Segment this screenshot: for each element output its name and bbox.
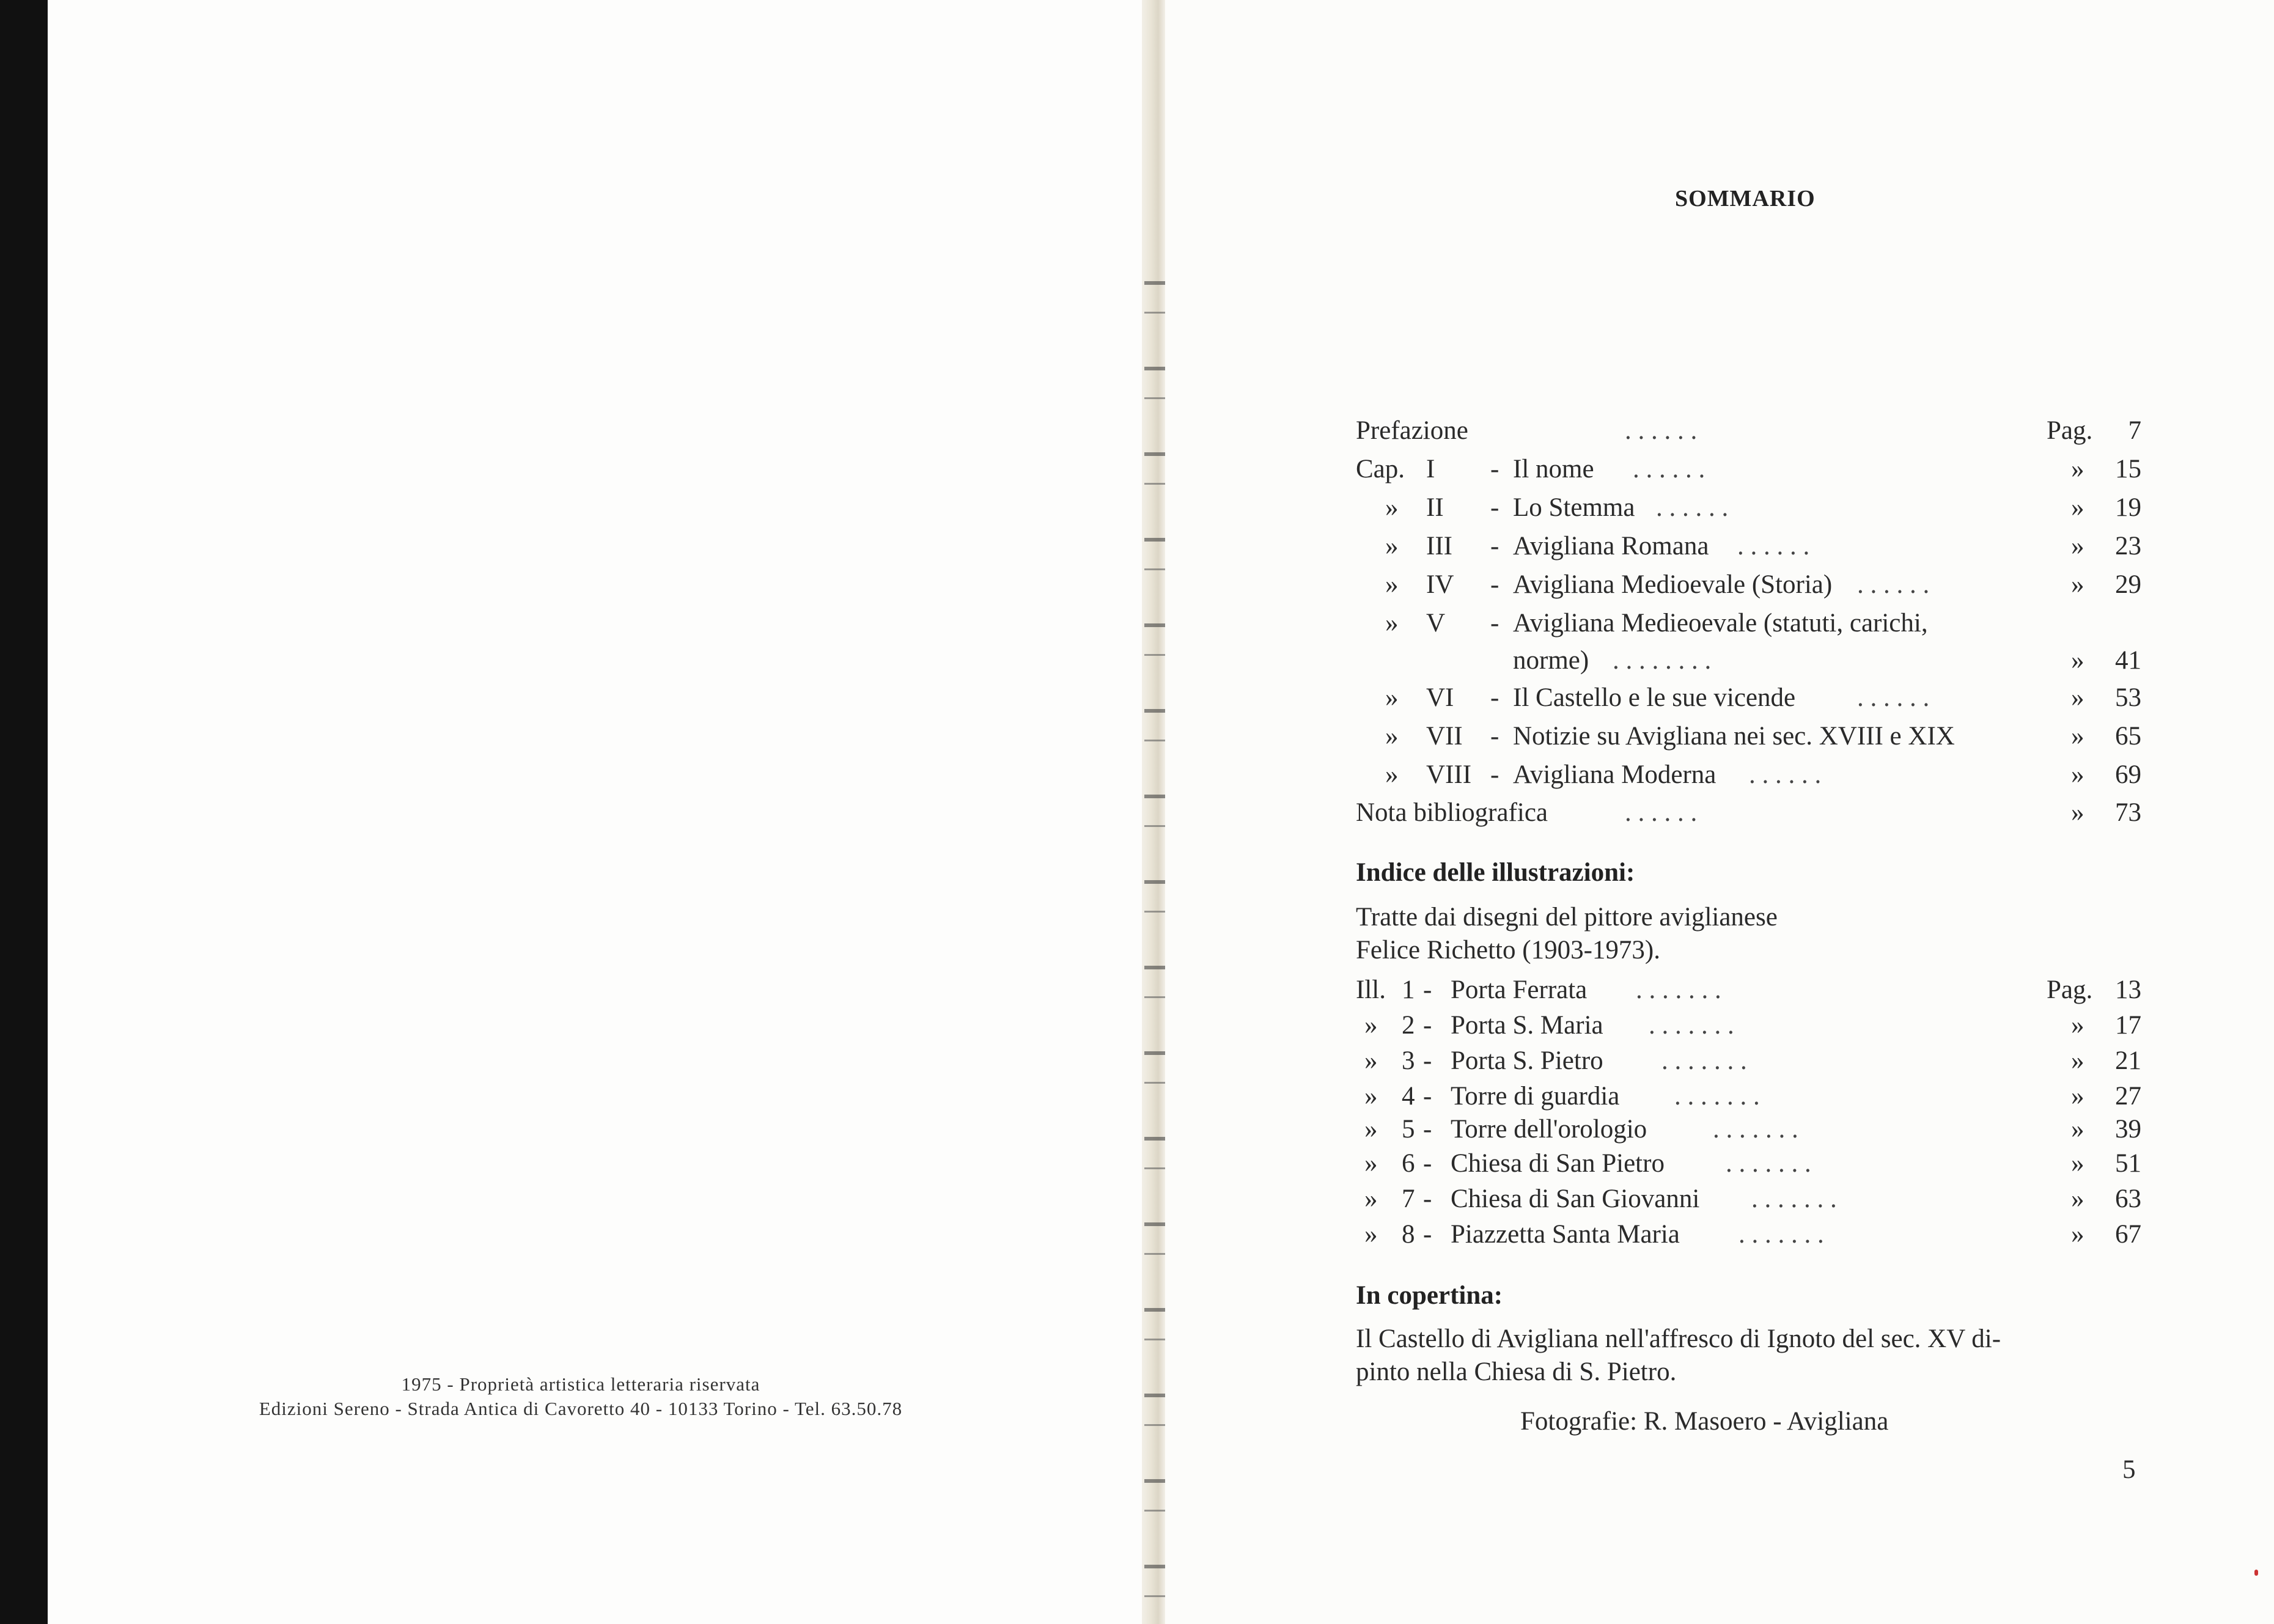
- toc-chapter-number: III: [1426, 532, 1452, 560]
- toc-dash: -: [1490, 532, 1499, 560]
- toc-leader-dots: . . . . . .: [1749, 760, 1822, 789]
- toc-entry: [1356, 451, 2144, 488]
- illustration-leader-dots: . . . . . . .: [1739, 1220, 1824, 1249]
- photo-credit: Fotografie: R. Masoero - Avigliana: [1520, 1407, 1889, 1436]
- toc-leader-dots: . . . . . .: [1625, 416, 1698, 445]
- illustration-page-number: 39: [2115, 1115, 2141, 1144]
- illustration-title: Torre di guardia: [1451, 1082, 1620, 1111]
- illustration-entry: [1356, 1145, 2144, 1182]
- toc-entry: [1356, 528, 2144, 565]
- toc-chapter-number: I: [1426, 455, 1435, 483]
- illustration-prefix: »: [1364, 1220, 1378, 1249]
- toc-page-number: 69: [2115, 760, 2141, 789]
- illustration-dash: -: [1423, 1011, 1432, 1040]
- illustration-number: 7: [1402, 1185, 1415, 1213]
- illustration-title: Piazzetta Santa Maria: [1451, 1220, 1680, 1249]
- toc-page-number: 29: [2115, 570, 2141, 599]
- toc-chapter-title: Avigliana Moderna: [1513, 760, 1717, 789]
- toc-entry: [1356, 757, 2144, 793]
- book-binding-edge: [0, 0, 48, 1624]
- illustration-number: 3: [1402, 1046, 1415, 1075]
- illustration-leader-dots: . . . . . . .: [1649, 1011, 1734, 1040]
- toc-entry-label: Nota bibliografica: [1356, 798, 1548, 827]
- toc-prefix: »: [1385, 570, 1399, 599]
- illustration-page-number: 13: [2115, 976, 2141, 1004]
- toc-separator: Pag.: [2047, 416, 2093, 445]
- imprint-line-1: 1975 - Proprietà artistica letteraria riservata: [401, 1373, 760, 1395]
- toc-separator: »: [2071, 722, 2084, 751]
- toc-entry: [1356, 680, 2144, 716]
- toc-page-number: 41: [2115, 646, 2141, 675]
- illustration-separator: »: [2071, 1046, 2084, 1075]
- illustrations-heading: Indice delle illustrazioni:: [1356, 858, 1635, 887]
- illustration-dash: -: [1423, 1082, 1432, 1111]
- ink-mark: [2254, 1570, 2258, 1576]
- toc-chapter-title: Avigliana Medioevale (Storia): [1513, 570, 1833, 599]
- copyright-imprint: [153, 1372, 1009, 1421]
- toc-dash: -: [1490, 609, 1499, 637]
- toc-separator: »: [2071, 683, 2084, 712]
- illustration-separator: »: [2071, 1220, 2084, 1249]
- toc-entry: [1356, 490, 2144, 526]
- toc-leader-dots: . . . . . .: [1857, 683, 1930, 712]
- toc-separator: »: [2071, 760, 2084, 789]
- illustration-dash: -: [1423, 1149, 1432, 1178]
- illustration-title: Porta Ferrata: [1451, 976, 1588, 1004]
- toc-page-number: 65: [2115, 722, 2141, 751]
- toc-dash: -: [1490, 493, 1499, 522]
- illustration-prefix: Ill.: [1356, 976, 1386, 1004]
- toc-separator: »: [2071, 646, 2084, 675]
- illustration-entry: [1356, 1111, 2144, 1148]
- toc-dash: -: [1490, 570, 1499, 599]
- illustration-leader-dots: . . . . . . .: [1726, 1149, 1811, 1178]
- page-number: 5: [2122, 1455, 2136, 1484]
- toc-page-number: 15: [2115, 455, 2141, 483]
- toc-leader-dots: . . . . . .: [1737, 532, 1810, 560]
- toc-chapter-number: VI: [1426, 683, 1454, 712]
- illustration-separator: »: [2071, 1011, 2084, 1040]
- illustration-leader-dots: . . . . . . .: [1713, 1115, 1798, 1144]
- illustrations-intro-line-2: Felice Richetto (1903-1973).: [1356, 936, 1660, 964]
- illustration-page-number: 51: [2115, 1149, 2141, 1178]
- illustration-dash: -: [1423, 1185, 1432, 1213]
- illustration-prefix: »: [1364, 1149, 1378, 1178]
- illustration-separator: »: [2071, 1082, 2084, 1111]
- toc-leader-dots: . . . . . .: [1857, 570, 1930, 599]
- toc-page-number: 23: [2115, 532, 2141, 560]
- illustration-entry: [1356, 1007, 2144, 1044]
- toc-chapter-title: Avigliana Romana: [1513, 532, 1709, 560]
- toc-dash: -: [1490, 722, 1499, 751]
- illustration-entry: [1356, 972, 2144, 1009]
- toc-separator: »: [2071, 532, 2084, 560]
- illustration-prefix: »: [1364, 1011, 1378, 1040]
- toc-entry: [1356, 605, 2144, 642]
- toc-chapter-number: II: [1426, 493, 1444, 522]
- illustration-title: Torre dell'orologio: [1451, 1115, 1647, 1144]
- toc-leader-dots: . . . . . .: [1633, 455, 1706, 483]
- illustration-number: 2: [1402, 1011, 1415, 1040]
- illustration-number: 4: [1402, 1082, 1415, 1111]
- toc-separator: »: [2071, 798, 2084, 827]
- toc-prefix: »: [1385, 683, 1399, 712]
- toc-separator: »: [2071, 455, 2084, 483]
- illustration-number: 1: [1402, 976, 1415, 1004]
- illustration-prefix: »: [1364, 1185, 1378, 1213]
- toc-page-number: 73: [2115, 798, 2141, 827]
- toc-entry: [1356, 718, 2144, 755]
- cover-heading: In copertina:: [1356, 1281, 1503, 1310]
- illustration-separator: »: [2071, 1115, 2084, 1144]
- toc-prefix: »: [1385, 609, 1399, 637]
- imprint-line-2: Edizioni Sereno - Strada Antica di Cavoretto 40 - 10133 Torino - Tel. 63.50.78: [259, 1398, 903, 1419]
- illustration-page-number: 21: [2115, 1046, 2141, 1075]
- illustration-number: 6: [1402, 1149, 1415, 1178]
- toc-chapter-title-continued: norme): [1513, 646, 1589, 675]
- illustration-dash: -: [1423, 1220, 1432, 1249]
- illustration-dash: -: [1423, 1115, 1432, 1144]
- cover-caption-line-1: Il Castello di Avigliana nell'affresco di Ignoto del sec. XV di-: [1356, 1325, 2001, 1353]
- toc-prefix: »: [1385, 532, 1399, 560]
- illustration-title: Porta S. Pietro: [1451, 1046, 1603, 1075]
- illustration-number: 8: [1402, 1220, 1415, 1249]
- toc-chapter-number: VIII: [1426, 760, 1472, 789]
- illustration-title: Porta S. Maria: [1451, 1011, 1603, 1040]
- illustration-entry: [1356, 1043, 2144, 1079]
- toc-entry: [1356, 567, 2144, 603]
- toc-page-number: 7: [2128, 416, 2141, 445]
- illustration-leader-dots: . . . . . . .: [1661, 1046, 1747, 1075]
- page-title: SOMMARIO: [1675, 186, 1816, 211]
- toc-entry: [1356, 795, 2144, 831]
- illustration-entry: [1356, 1216, 2144, 1253]
- illustration-leader-dots: . . . . . . .: [1751, 1185, 1837, 1213]
- toc-prefix: »: [1385, 760, 1399, 789]
- toc-separator: »: [2071, 570, 2084, 599]
- illustration-leader-dots: . . . . . . .: [1674, 1082, 1760, 1111]
- illustration-prefix: »: [1364, 1115, 1378, 1144]
- toc-page-number: 19: [2115, 493, 2141, 522]
- gutter-shadow: [1144, 257, 1165, 1601]
- toc-prefix: »: [1385, 493, 1399, 522]
- illustrations-intro-line-1: Tratte dai disegni del pittore aviglianese: [1356, 903, 1778, 931]
- illustration-separator: »: [2071, 1185, 2084, 1213]
- illustration-entry: [1356, 1181, 2144, 1218]
- illustration-title: Chiesa di San Pietro: [1451, 1149, 1665, 1178]
- toc-chapter-title: Il nome: [1513, 455, 1594, 483]
- illustration-title: Chiesa di San Giovanni: [1451, 1185, 1700, 1213]
- toc-dash: -: [1490, 760, 1499, 789]
- toc-entry: [1356, 413, 2144, 449]
- toc-chapter-number: V: [1426, 609, 1446, 637]
- toc-leader-dots: . . . . . . . .: [1613, 646, 1712, 675]
- toc-dash: -: [1490, 455, 1499, 483]
- toc-prefix: Cap.: [1356, 455, 1405, 483]
- illustration-prefix: »: [1364, 1082, 1378, 1111]
- toc-chapter-number: IV: [1426, 570, 1454, 599]
- toc-chapter-title: Il Castello e le sue vicende: [1513, 683, 1796, 712]
- illustration-dash: -: [1423, 1046, 1432, 1075]
- toc-chapter-title: Notizie su Avigliana nei sec. XVIII e XIX: [1513, 722, 1955, 751]
- toc-leader-dots: . . . . . .: [1625, 798, 1698, 827]
- illustration-separator: »: [2071, 1149, 2084, 1178]
- illustration-dash: -: [1423, 976, 1432, 1004]
- toc-dash: -: [1490, 683, 1499, 712]
- illustration-entry: [1356, 1078, 2144, 1115]
- toc-chapter-number: VII: [1426, 722, 1463, 751]
- illustration-leader-dots: . . . . . . .: [1636, 976, 1721, 1004]
- illustration-page-number: 27: [2115, 1082, 2141, 1111]
- illustration-page-number: 67: [2115, 1220, 2141, 1249]
- illustration-number: 5: [1402, 1115, 1415, 1144]
- toc-entry-continuation: [1356, 642, 2144, 679]
- toc-chapter-title: Lo Stemma: [1513, 493, 1635, 522]
- toc-prefix: »: [1385, 722, 1399, 751]
- cover-caption-line-2: pinto nella Chiesa di S. Pietro.: [1356, 1358, 1677, 1386]
- illustration-prefix: »: [1364, 1046, 1378, 1075]
- toc-page-number: 53: [2115, 683, 2141, 712]
- illustration-page-number: 63: [2115, 1185, 2141, 1213]
- toc-entry-label: Prefazione: [1356, 416, 1468, 445]
- illustration-page-number: 17: [2115, 1011, 2141, 1040]
- illustration-separator: Pag.: [2047, 976, 2093, 1004]
- toc-chapter-title: Avigliana Medieoevale (statuti, carichi,: [1513, 609, 1928, 637]
- toc-leader-dots: . . . . . .: [1656, 493, 1729, 522]
- toc-separator: »: [2071, 493, 2084, 522]
